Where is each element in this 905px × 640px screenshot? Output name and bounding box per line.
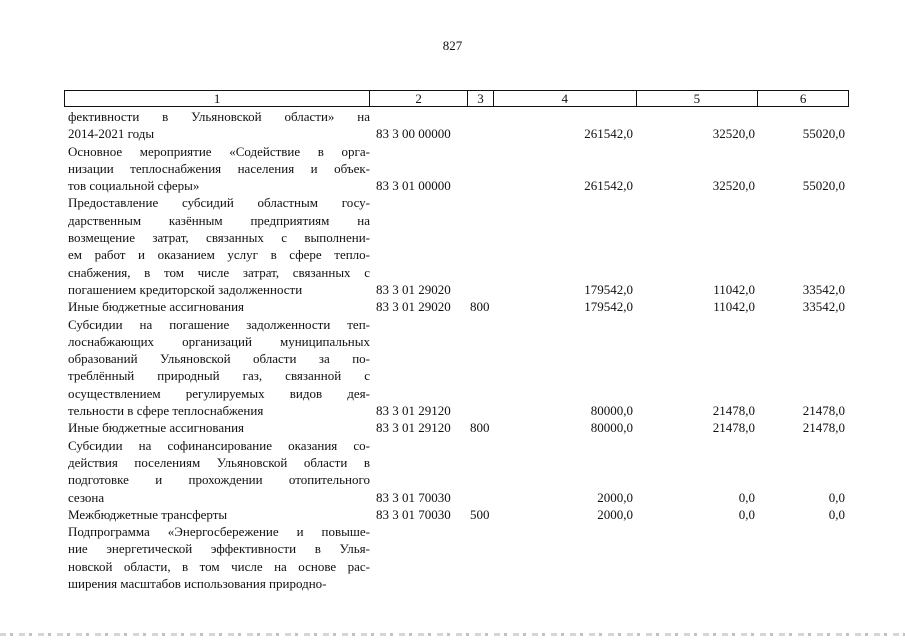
table-row (64, 194, 849, 298)
row-name-line: Иные бюджетные ассигнования (68, 299, 245, 315)
table-row (64, 316, 849, 420)
table-row (64, 108, 849, 143)
row-value-3 (759, 575, 849, 592)
row-value-3: 55020,0 (802, 178, 845, 194)
row-name (64, 143, 370, 195)
row-value-1: 2000,0 (597, 506, 633, 522)
row-name-line: Субсидии на софинансирование оказания со- (68, 437, 370, 453)
row-value-2: 11042,0 (713, 281, 755, 297)
row-name-line: Предоставление субсидий областным госу- (68, 195, 370, 211)
table-row (64, 437, 849, 506)
row-code: 83 3 01 70030 (376, 489, 451, 505)
row-expense-type: 800 (470, 299, 490, 315)
row-name-line: треблённый природный газ, связанной с (68, 368, 370, 384)
row-code: 83 3 01 29120 (376, 403, 451, 419)
row-value-2 (637, 575, 759, 592)
row-name-line: ширения масштабов использования природно- (68, 576, 327, 592)
row-code: 83 3 01 70030 (376, 506, 451, 522)
row-expense-type: 800 (470, 420, 490, 436)
row-code: 83 3 01 29120 (376, 420, 451, 436)
row-code: 83 3 01 29020 (376, 299, 451, 315)
row-name-line: ние энергетической эффективности в Улья- (68, 541, 370, 557)
row-expense-type: 500 (470, 506, 490, 522)
row-name-line: Основное мероприятие «Содействие в орга- (68, 143, 370, 159)
header-col-3: 3 (468, 91, 494, 106)
row-name-line: сезона (68, 489, 105, 505)
table-row (64, 143, 849, 195)
row-value-1: 179542,0 (584, 281, 633, 297)
row-name (64, 506, 370, 523)
row-value-1: 80000,0 (590, 420, 633, 436)
row-expense-type (468, 125, 494, 142)
row-name-line: подготовке и прохождении отопительного (68, 472, 370, 488)
row-name-line: 2014-2021 годы (68, 126, 155, 142)
row-value-2: 0,0 (738, 506, 755, 522)
row-value-2: 32520,0 (712, 126, 755, 142)
row-value-3: 33542,0 (802, 299, 845, 315)
table-row (64, 523, 849, 592)
row-name-line: тов социальной сферы» (68, 178, 200, 194)
page-number: 827 (442, 38, 463, 53)
row-value-1: 80000,0 (590, 403, 633, 419)
row-name-line: Иные бюджетные ассигнования (68, 420, 245, 436)
row-name (64, 419, 370, 436)
row-name-line: Подпрограмма «Энергосбережение и повыше- (68, 524, 370, 540)
row-value-1: 261542,0 (584, 178, 633, 194)
row-value-2: 0,0 (738, 489, 755, 505)
row-value-2: 21478,0 (712, 420, 755, 436)
row-name-line: Межбюджетные трансферты (68, 506, 228, 522)
row-code (370, 575, 468, 592)
row-expense-type (468, 177, 494, 194)
row-value-3: 0,0 (828, 506, 845, 522)
row-name (64, 108, 370, 143)
row-name-line: действия поселениям Ульяновской области в (68, 454, 370, 470)
row-name (64, 316, 370, 420)
row-code: 83 3 00 00000 (376, 126, 451, 142)
row-value-2: 32520,0 (712, 178, 755, 194)
header-col-5: 5 (637, 91, 759, 106)
row-value-3: 21478,0 (802, 420, 845, 436)
header-col-4: 4 (494, 91, 637, 106)
row-name-line: Субсидии на погашение задолженности теп- (68, 316, 370, 332)
table-row (64, 419, 849, 436)
row-code: 83 3 01 00000 (376, 178, 451, 194)
row-name (64, 437, 370, 506)
header-col-6: 6 (799, 91, 807, 106)
row-expense-type (468, 575, 494, 592)
row-name-line: снабжения, в том числе затрат, связанных с (68, 264, 370, 280)
row-name (64, 298, 370, 315)
row-name-line: лоснабжающих организаций муниципальных (68, 333, 370, 349)
row-value-3: 21478,0 (802, 403, 845, 419)
row-expense-type (468, 402, 494, 419)
row-name-line: погашением кредиторской задолженности (68, 281, 303, 297)
row-value-3: 55020,0 (802, 126, 845, 142)
scan-edge-artifact (0, 633, 905, 636)
row-name (64, 194, 370, 298)
row-name-line: фективности в Ульяновской области» на (68, 109, 370, 124)
row-name (64, 523, 370, 592)
table-header (64, 90, 849, 107)
table-row (64, 298, 849, 315)
header-col-1: 1 (65, 91, 370, 106)
row-value-1: 2000,0 (597, 489, 633, 505)
row-name-line: тельности в сфере теплоснабжения (68, 403, 264, 419)
row-expense-type (468, 489, 494, 506)
table-row (64, 506, 849, 523)
row-name-line: осуществлением регулируемых видов дея- (68, 385, 370, 401)
row-name-line: новской области, в том числе на основе рас- (68, 558, 370, 574)
row-value-3: 0,0 (828, 489, 845, 505)
row-name-line: низации теплоснабжения населения и объек- (68, 160, 370, 176)
row-name-line: образований Ульяновской области за по- (68, 351, 370, 367)
row-value-1: 179542,0 (584, 299, 633, 315)
header-col-2: 2 (370, 91, 468, 106)
row-value-2: 21478,0 (712, 403, 755, 419)
row-value-1 (494, 575, 637, 592)
row-name-line: возмещение затрат, связанных с выполнени- (68, 230, 370, 246)
row-name-line: дарственным казённым предприятиям на (68, 212, 370, 228)
row-code: 83 3 01 29020 (376, 281, 451, 297)
row-value-1: 261542,0 (584, 126, 633, 142)
table-body (64, 108, 849, 592)
row-value-2: 11042,0 (713, 299, 755, 315)
row-value-3: 33542,0 (802, 281, 845, 297)
row-expense-type (468, 281, 494, 298)
row-name-line: ем работ и оказанием услуг в сфере тепло- (68, 247, 370, 263)
